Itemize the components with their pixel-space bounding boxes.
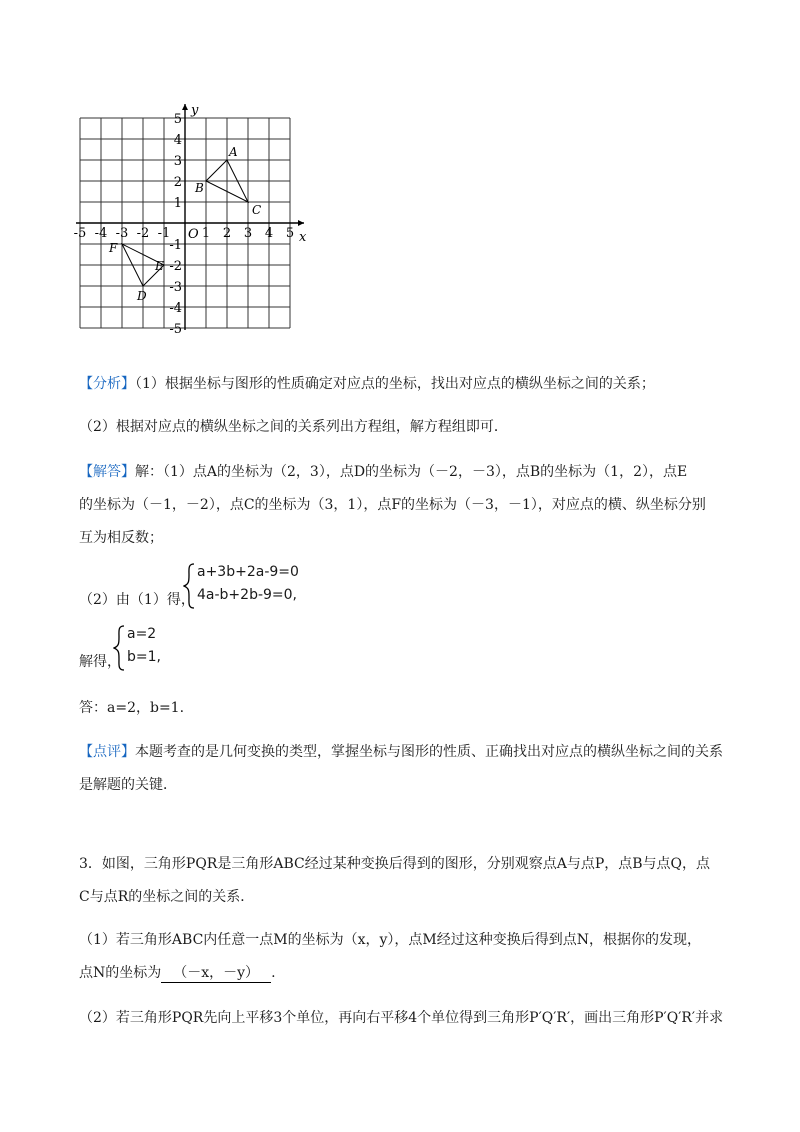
solution-1: a=2 [127, 626, 157, 642]
x-tick-label: -1 [157, 225, 171, 241]
point-label-f: F [109, 241, 118, 255]
point-label-e: E [155, 259, 164, 273]
comment-line-2: 是解题的关键． [79, 777, 177, 793]
analysis-line-2: （2）根据对应点的横纵坐标之间的关系列出方程组，解方程组即可． [79, 419, 508, 435]
solution-2: b=1, [127, 649, 161, 665]
y-axis-label: y [191, 103, 199, 118]
equation-2: 4a-b+2b-9=0, [197, 587, 297, 603]
comment-tag: 【点评】 [79, 744, 135, 760]
answer-line-1: 【解答】解：（1）点A的坐标为（2，3），点D的坐标为（－2，－3），点B的坐标为（1，2），点E [79, 464, 688, 480]
brace-icon [113, 625, 127, 671]
y-tick-label: -4 [169, 301, 182, 316]
analysis-tag: 【分析】 [79, 376, 135, 392]
final-answer: 答：a=2，b=1. [79, 700, 185, 716]
solve-prefix: 解得， [79, 654, 121, 670]
q3-line-1: 3．如图，三角形PQR是三角形ABC经过某种变换后得到的图形，分别观察点A与点P，点B与点Q，点 [79, 856, 711, 872]
q3-part1-line-2: 点N的坐标为 （－x，－y） . [79, 962, 276, 983]
answer-line-3: 互为相反数； [79, 530, 163, 546]
brace-icon [183, 563, 197, 609]
y-tick-label: 1 [173, 196, 182, 211]
y-tick-label: -3 [169, 280, 182, 295]
x-tick-label: 1 [201, 225, 211, 241]
axes [73, 104, 304, 330]
q3-line-2: C与点R的坐标之间的关系． [79, 889, 255, 905]
origin-label: O [188, 227, 199, 242]
y-tick-label: 2 [173, 175, 182, 190]
answer-line-2: 的坐标为（－1，－2），点C的坐标为（3，1），点F的坐标为（－3，－1），对应点的横、纵坐标分别 [79, 497, 706, 513]
x-axis-label: x [299, 230, 307, 245]
x-tick-label: -2 [136, 225, 150, 241]
x-tick-label: -4 [94, 225, 108, 241]
q3-part2-line-1: （2）若三角形PQR先向上平移3个单位，再向右平移4个单位得到三角形P′Q′R′，画出三角形P′Q′R′并求 [79, 1010, 724, 1026]
y-tick-label: -1 [169, 238, 182, 253]
y-axis-arrow-icon [182, 104, 188, 110]
y-tick-label: 4 [173, 133, 182, 148]
y-tick-label: 5 [173, 112, 182, 127]
y-tick-label: -2 [169, 259, 182, 274]
x-tick-label: 4 [264, 225, 274, 241]
coordinate-figure [60, 92, 320, 342]
x-tick-label: 5 [285, 225, 295, 241]
point-label-c: C [252, 203, 262, 217]
answer-blank: （－x，－y） [161, 962, 271, 983]
q3-part1-line-1: （1）若三角形ABC内任意一点M的坐标为（x，y），点M经过这种变换后得到点N，根据你的发现， [79, 932, 701, 948]
point-label-b: B [195, 181, 204, 195]
equation-1: a+3b+2a-9=0 [197, 564, 299, 580]
tick-labels [74, 103, 307, 337]
step2-prefix: （2）由（1）得， [79, 592, 195, 608]
x-axis-arrow-icon [298, 220, 304, 226]
x-tick-label: 2 [222, 225, 232, 241]
y-tick-label: 3 [173, 154, 182, 169]
y-tick-label: -5 [169, 322, 182, 337]
x-tick-label: -3 [115, 225, 129, 241]
x-tick-label: -5 [73, 225, 87, 241]
comment-line-1: 【点评】本题考查的是几何变换的类型，掌握坐标与图形的性质、正确找出对应点的横纵坐标之间的关系 [79, 744, 723, 760]
x-tick-label: 3 [243, 225, 253, 241]
point-label-d: D [137, 289, 147, 303]
answer-tag: 【解答】 [79, 464, 135, 480]
point-label-a: A [229, 145, 238, 159]
analysis-line-1: 【分析】（1）根据坐标与图形的性质确定对应点的坐标，找出对应点的横纵坐标之间的关系； [79, 376, 655, 392]
